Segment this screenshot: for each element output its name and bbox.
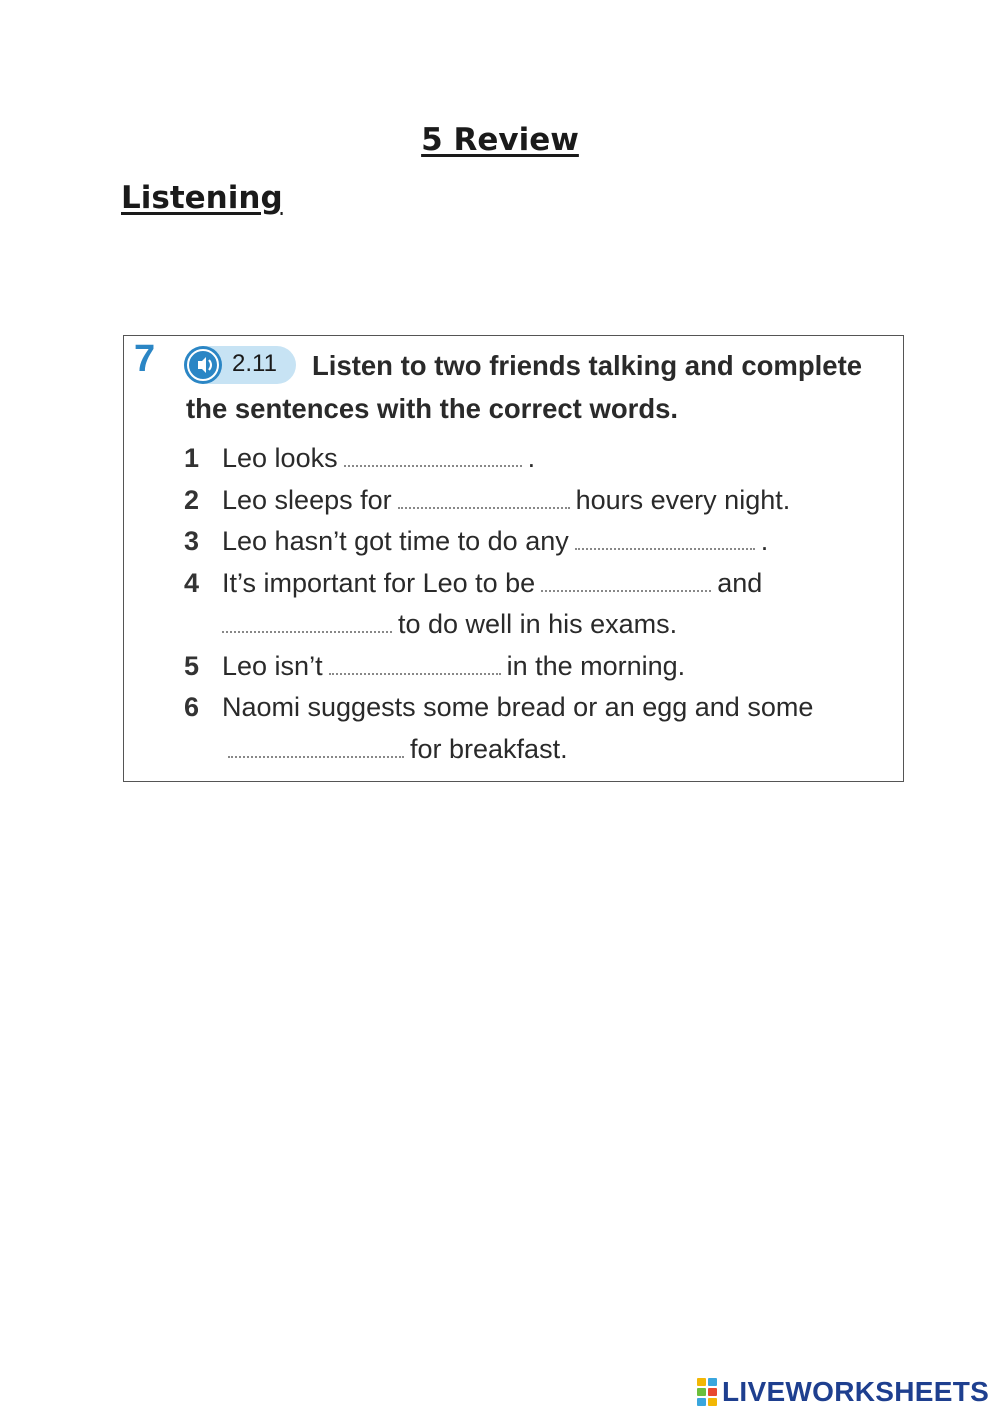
list-item [184,438,884,480]
item-text: hours every night. [575,484,791,515]
answer-blank[interactable] [541,588,711,592]
logo-text: LIVEWORKSHEETS [722,1376,990,1407]
exercise-instruction: Listen to two friends talking and complete the sentences with the correct words. [186,350,863,424]
answer-blank[interactable] [575,546,755,550]
list-item [184,646,884,688]
item-text: in the morning. [506,650,686,681]
item-number: 5 [184,650,200,681]
item-text: . [760,526,769,556]
item-number: 1 [184,443,200,473]
item-text: Leo looks [222,443,338,473]
section-heading: Listening [121,180,283,216]
item-text: . [527,443,536,473]
answer-blank[interactable] [398,505,570,509]
answer-blank[interactable] [344,463,522,467]
list-item [184,687,884,770]
page-title: 5 Review [421,122,579,158]
list-item [184,563,884,646]
answer-blank[interactable] [329,671,501,675]
item-text: to do well in his exams. [398,609,678,639]
item-text: Leo isn’t [222,650,323,681]
item-text: Leo hasn’t got time to do any [222,526,569,556]
audio-track-number: 2.11 [232,350,277,377]
exercise-number: 7 [134,338,156,380]
answer-blank[interactable] [222,629,392,633]
item-number: 3 [184,526,200,556]
answer-blank[interactable] [228,754,404,758]
item-number: 4 [184,567,200,598]
item-text: and [717,567,763,598]
item-number: 6 [184,692,200,722]
exercise-items [184,438,884,770]
item-text: Leo sleeps for [222,484,392,515]
item-text: for breakfast. [410,733,568,764]
item-text: Naomi suggests some bread or an egg and some [222,692,814,722]
logo-mark-icon [697,1378,719,1406]
item-number: 2 [184,484,200,515]
exercise-box [123,335,904,782]
item-text: It’s important for Leo to be [222,567,536,598]
liveworksheets-logo [697,1376,989,1408]
list-item [184,521,884,563]
list-item [184,480,884,522]
